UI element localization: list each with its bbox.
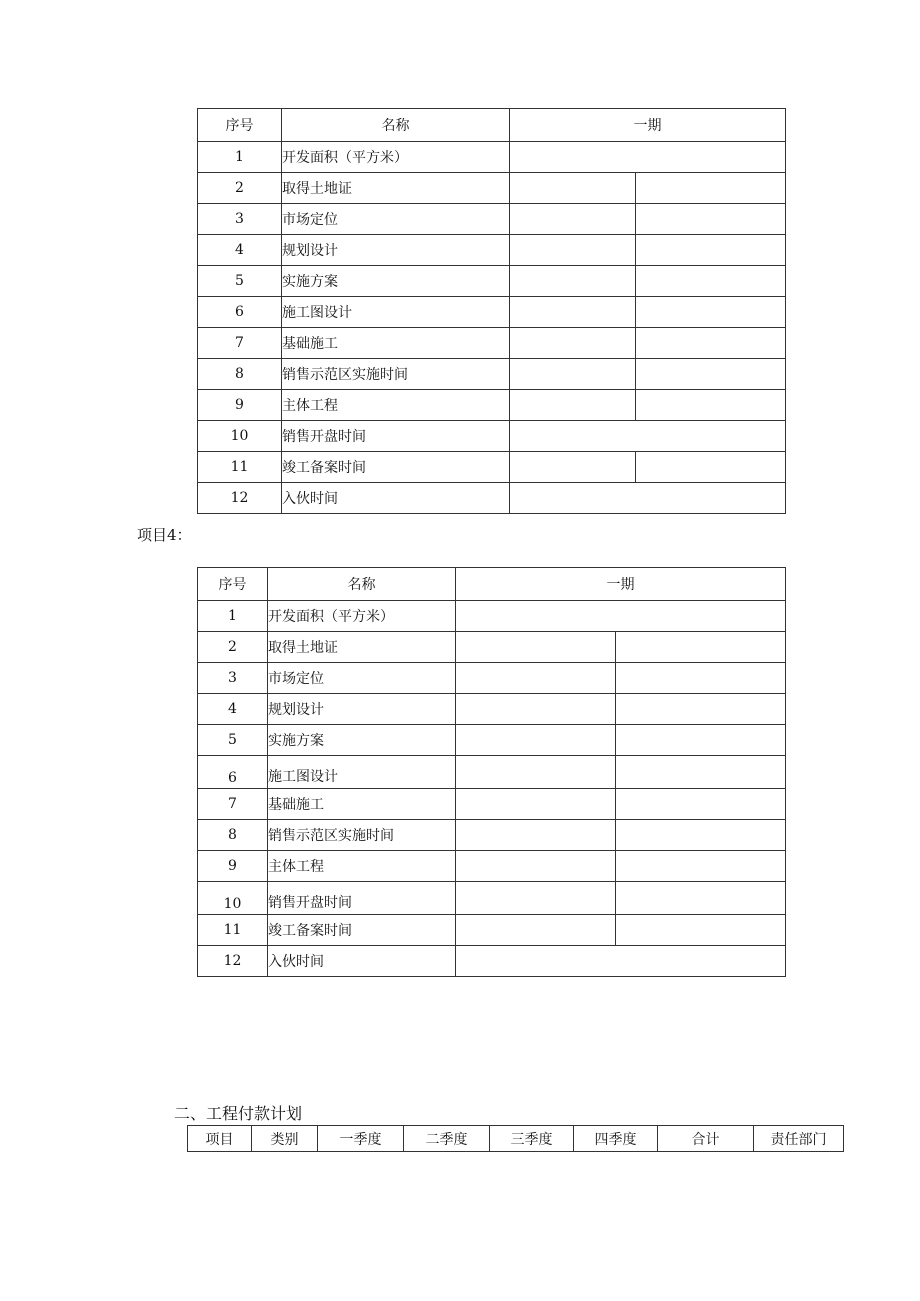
table-row — [198, 882, 786, 915]
row-name: 实施方案 — [268, 725, 456, 756]
row-value-cell — [510, 142, 786, 173]
row-value-cell — [636, 235, 786, 266]
table-row — [198, 694, 786, 725]
row-name: 取得土地证 — [282, 173, 510, 204]
table-row — [198, 390, 786, 421]
row-value-cell — [510, 390, 636, 421]
row-name: 实施方案 — [282, 266, 510, 297]
row-value-cell — [456, 789, 616, 820]
col-header-no: 序号 — [198, 109, 282, 142]
row-value-cell — [456, 820, 616, 851]
row-value-cell — [616, 915, 786, 946]
row-name: 销售开盘时间 — [268, 882, 456, 915]
row-value-cell — [636, 297, 786, 328]
row-no: 6 — [198, 756, 268, 789]
row-value-cell — [510, 235, 636, 266]
table-row — [198, 725, 786, 756]
row-name: 销售开盘时间 — [282, 421, 510, 452]
row-value-cell — [510, 452, 636, 483]
row-value-cell — [456, 915, 616, 946]
row-no: 12 — [198, 946, 268, 977]
row-value-cell — [456, 882, 616, 915]
row-name: 竣工备案时间 — [268, 915, 456, 946]
table-row — [198, 820, 786, 851]
row-no: 8 — [198, 359, 282, 390]
row-value-cell — [616, 725, 786, 756]
row-no: 2 — [198, 632, 268, 663]
row-no: 2 — [198, 173, 282, 204]
table-row — [198, 452, 786, 483]
row-value-cell — [636, 390, 786, 421]
row-value-cell — [510, 328, 636, 359]
row-no: 4 — [198, 694, 268, 725]
row-no: 7 — [198, 328, 282, 359]
row-name: 基础施工 — [268, 789, 456, 820]
row-name: 市场定位 — [268, 663, 456, 694]
col-header-name: 名称 — [268, 568, 456, 601]
table-row — [198, 359, 786, 390]
row-no: 3 — [198, 663, 268, 694]
row-no: 4 — [198, 235, 282, 266]
row-no: 9 — [198, 390, 282, 421]
payment-plan-table — [187, 1125, 844, 1152]
col-header-total: 合计 — [658, 1126, 754, 1152]
table-row — [198, 421, 786, 452]
row-name: 主体工程 — [268, 851, 456, 882]
row-value-cell — [616, 756, 786, 789]
row-name: 基础施工 — [282, 328, 510, 359]
row-no: 11 — [198, 915, 268, 946]
row-name: 销售示范区实施时间 — [282, 359, 510, 390]
table-row — [198, 235, 786, 266]
table-row — [198, 204, 786, 235]
table-header-row — [188, 1126, 844, 1152]
table-row — [198, 483, 786, 514]
row-value-cell — [456, 851, 616, 882]
row-name: 主体工程 — [282, 390, 510, 421]
table-row — [198, 851, 786, 882]
row-name: 取得土地证 — [268, 632, 456, 663]
table-row — [198, 632, 786, 663]
col-header-department: 责任部门 — [754, 1126, 844, 1152]
row-value-cell — [616, 882, 786, 915]
row-no: 10 — [198, 421, 282, 452]
table-row — [198, 789, 786, 820]
row-value-cell — [616, 663, 786, 694]
row-no: 6 — [198, 297, 282, 328]
table-row — [198, 946, 786, 977]
row-value-cell — [616, 694, 786, 725]
col-header-phase-1: 一期 — [456, 568, 786, 601]
row-no: 5 — [198, 266, 282, 297]
row-value-cell — [456, 663, 616, 694]
row-value-cell — [616, 820, 786, 851]
row-no: 7 — [198, 789, 268, 820]
row-value-cell — [456, 632, 616, 663]
row-name: 入伙时间 — [282, 483, 510, 514]
row-value-cell — [616, 851, 786, 882]
table-header-row — [198, 568, 786, 601]
row-name: 开发面积（平方米） — [282, 142, 510, 173]
table-row — [198, 915, 786, 946]
table-row — [198, 663, 786, 694]
row-no: 1 — [198, 142, 282, 173]
row-value-cell — [636, 328, 786, 359]
row-name: 竣工备案时间 — [282, 452, 510, 483]
row-value-cell — [510, 359, 636, 390]
col-header-q1: 一季度 — [318, 1126, 404, 1152]
table-row — [198, 297, 786, 328]
col-header-no: 序号 — [198, 568, 268, 601]
row-value-cell — [456, 601, 786, 632]
row-value-cell — [636, 452, 786, 483]
table-row — [198, 756, 786, 789]
row-value-cell — [636, 266, 786, 297]
row-no: 11 — [198, 452, 282, 483]
row-name: 市场定位 — [282, 204, 510, 235]
row-value-cell — [456, 725, 616, 756]
row-value-cell — [456, 756, 616, 789]
row-value-cell — [510, 173, 636, 204]
row-value-cell — [510, 483, 786, 514]
row-value-cell — [510, 421, 786, 452]
row-value-cell — [510, 266, 636, 297]
row-value-cell — [510, 204, 636, 235]
row-value-cell — [456, 694, 616, 725]
col-header-category: 类别 — [252, 1126, 318, 1152]
row-value-cell — [456, 946, 786, 977]
table-row — [198, 173, 786, 204]
row-name: 销售示范区实施时间 — [268, 820, 456, 851]
schedule-table-2 — [197, 567, 786, 977]
col-header-name: 名称 — [282, 109, 510, 142]
table-header-row — [198, 109, 786, 142]
row-name: 施工图设计 — [268, 756, 456, 789]
row-no: 3 — [198, 204, 282, 235]
table-row — [198, 328, 786, 359]
schedule-table-1 — [197, 108, 786, 514]
table-row — [198, 601, 786, 632]
row-value-cell — [616, 789, 786, 820]
table-row — [198, 266, 786, 297]
row-no: 12 — [198, 483, 282, 514]
section-heading: 二、工程付款计划 — [174, 1104, 303, 1123]
row-name: 规划设计 — [282, 235, 510, 266]
row-value-cell — [636, 359, 786, 390]
row-value-cell — [616, 632, 786, 663]
row-no: 10 — [198, 882, 268, 915]
col-header-q2: 二季度 — [404, 1126, 490, 1152]
col-header-q3: 三季度 — [490, 1126, 574, 1152]
row-value-cell — [510, 297, 636, 328]
row-name: 施工图设计 — [282, 297, 510, 328]
row-no: 8 — [198, 820, 268, 851]
row-no: 9 — [198, 851, 268, 882]
col-header-q4: 四季度 — [574, 1126, 658, 1152]
row-no: 5 — [198, 725, 268, 756]
project-label: 项目4： — [137, 526, 192, 544]
row-value-cell — [636, 204, 786, 235]
row-name: 规划设计 — [268, 694, 456, 725]
row-name: 开发面积（平方米） — [268, 601, 456, 632]
row-no: 1 — [198, 601, 268, 632]
col-header-project: 项目 — [188, 1126, 252, 1152]
row-name: 入伙时间 — [268, 946, 456, 977]
table-row — [198, 142, 786, 173]
col-header-phase-1: 一期 — [510, 109, 786, 142]
row-value-cell — [636, 173, 786, 204]
